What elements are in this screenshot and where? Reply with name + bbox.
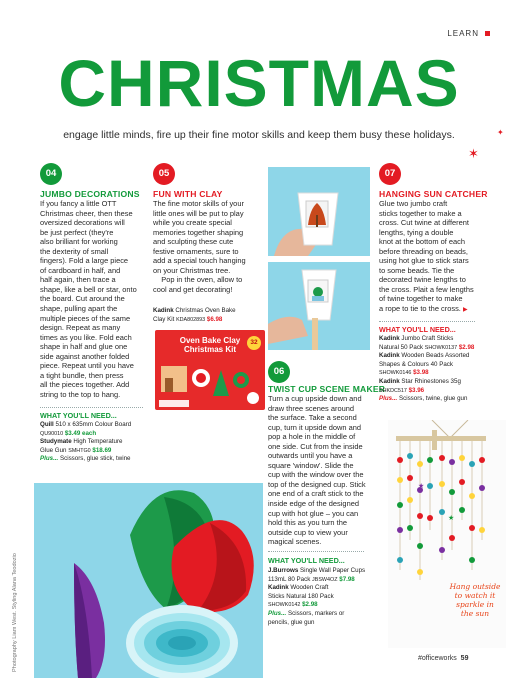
product-name: Single Wall Paper Cups [300,567,366,574]
product-name: 113mL 80 Pack [268,575,311,583]
page-title: CHRISTMAS [58,46,460,120]
product-brand: Studymate [40,438,72,446]
jumbo-body-text [40,199,160,399]
body-line: festive ornaments, sure to [153,246,239,256]
need-list [268,567,388,627]
body-line: Glue two jumbo craft [379,199,448,208]
body-line: the cross. Plait a few lengths [379,284,474,294]
body-line: one end of a craft stick to the [268,489,364,499]
product-brand: Kadink [153,307,174,314]
product-code: SHOWK0137 [424,344,458,351]
body-line: memories together shaping [153,227,244,237]
need-list [40,421,165,464]
section-heading-jumbo: JUMBO DECORATIONS [40,189,140,199]
product-code: JBSW4OZ [312,576,338,583]
product-name: Christmas Oven Bake [175,307,236,314]
cup-photo-bottom [268,262,370,350]
cup-tree-illustration [268,167,370,256]
star-icon: ✶ [468,146,479,161]
clay-ornaments-illustration [155,356,265,410]
product-name: Sticks Natural 180 Pack [268,592,334,600]
body-line: the board. Cut around the [40,294,125,304]
body-line: Pop in the oven, allow to [153,275,243,285]
body-line: design. Repeat as many [40,323,121,333]
note-line: the sun [460,609,490,618]
body-line: draw three scenes around [268,403,354,413]
product-name: Star Rhinestones 35g [401,377,461,385]
product-price: $2.98 [302,601,318,609]
section-heading-twist: TWIST CUP SCENE MAKER [268,384,386,394]
body-line: magical scenes. [268,537,322,547]
hang-outside-note [442,582,508,618]
need-heading: WHAT YOU'LL NEED... [268,556,345,565]
body-line: times as you like. Fold each [40,332,132,342]
product-brand: Kadink [379,335,400,342]
body-line: shape in half and glue one [40,342,128,352]
red-square-icon [485,31,490,36]
body-line: square 'window'. Slide the [268,460,354,470]
plus-text: pencils, glue gun [268,618,315,626]
product-price: $18.69 [92,446,112,454]
body-line: to some beads. Tie the [379,265,455,275]
body-line: top of the designed cup. Stick [268,479,366,489]
body-line: sticks together to make a [379,208,462,218]
twist-body-text [268,394,388,547]
product-name: Shapes & Colours 40 Pack [379,360,453,368]
body-line: lengths, tying a double [379,227,454,237]
body-line: while you create special [153,218,232,228]
divider [379,321,475,322]
body-line: If you fancy a little OTT [40,199,117,208]
product-code: SHOWK0142 [268,602,301,609]
body-line: cup, turn it upside down and [268,422,362,432]
plus-label: Plus... [268,609,287,617]
body-line: shape, like a bell or star, onto [40,284,137,294]
body-line: also brilliant for working [40,237,118,247]
body-line: and sculpting these cute [153,237,234,247]
photo-credit: Photography Liam West. Styling Alana Teodozio [12,553,18,672]
product-name: Natural 50 Pack [379,343,424,351]
product-price: $2.98 [458,343,475,351]
product-brand: J.Burrows [268,567,299,574]
jumbo-decorations-photo [34,483,263,678]
body-line: inside edge of the designed [268,499,359,509]
body-line: half again, then trace a [40,275,116,285]
body-line: a rope to tie to the cross. [379,304,461,314]
product-price: $3.49 each [64,429,97,437]
step-number-04: 04 [40,163,62,185]
body-line: cup with hot glue – you can [268,508,359,518]
body-line: one side. Cut from the inside [268,441,363,451]
need-list [379,335,511,404]
page-subtitle: engage little minds, fire up their fine motor skills and keep them busy these holidays. [63,129,455,141]
need-heading: WHAT YOU'LL NEED... [379,325,456,334]
clay-body-text [153,199,271,294]
product-name: Jumbo Craft Sticks [401,335,454,342]
body-line: cup with the window over the [268,470,364,480]
body-line: The fine motor skills of your [153,199,244,208]
end-triangle-icon: ▶ [462,307,468,314]
body-line: cool and get decorating! [153,284,233,294]
body-line: add a special touch hanging [153,256,246,266]
product-brand: Kadink [379,352,400,360]
body-line: using hot glue to stick stars [379,256,469,266]
need-heading: WHAT YOU'LL NEED... [40,411,117,420]
body-line: hold this as you turn the [268,518,347,528]
body-line: the surface. Take a second [268,413,357,423]
plus-text: Scissors, twine, glue gun [398,395,468,403]
body-line: of cardboard in half, and [40,265,121,275]
body-line: oversized decorations will [40,218,125,228]
svg-text:★: ★ [448,514,455,522]
note-line: Hang outside [449,582,501,591]
sun-catcher-body-text [379,199,491,316]
product-price: $3.98 [413,369,429,377]
body-line: Christmas cheer, then these [40,208,133,218]
body-line: shape, pulling apart the [40,304,118,314]
step-number-07: 07 [379,163,401,185]
product-name: Clay Kit [153,315,175,323]
product-price: $3.96 [408,386,425,394]
paper-decorations-illustration [34,483,263,678]
plus-text: Scissors, markers or [287,609,345,617]
note-line: to watch it [454,591,496,600]
body-line: of twine together to make [379,294,463,304]
note-line: sparkle in [456,600,494,609]
cup-photo-top [268,167,370,256]
product-name: Glue Gun [40,446,67,454]
clay-kit-box [155,330,265,410]
body-line: the dexterity of small [40,246,109,256]
product-name: Wooden Craft [290,584,329,592]
box-title-line: Oven Bake Clay [179,336,241,345]
body-line: Turn a cup upside down and [268,394,362,403]
product-price: $6.98 [206,315,223,323]
page-number: 59 [460,655,469,662]
product-name: 510 x 635mm Colour Board [55,421,132,428]
product-price: $7.98 [339,575,355,583]
body-line: piece. Repeat until you have [40,361,134,371]
body-line: side against another folded [40,351,130,361]
section-heading-sun-catcher: HANGING SUN CATCHER [379,189,488,199]
footer-brand: #officeworks [418,655,457,662]
box-badge: 32 [247,336,261,350]
body-line: a tight bundle, then press [40,370,124,380]
product-name: High Temperature [73,438,123,446]
body-line: all the pieces together. Add [40,380,130,390]
product-code: QU90010 [40,430,64,437]
body-line: knot at the bottom of each [379,237,465,247]
section-heading-clay: FUN WITH CLAY [153,189,223,199]
section-label [447,29,490,38]
product-brand: Kadink [268,584,289,592]
body-line: before threading on beads, [379,246,468,256]
product-brand: Kadink [379,377,400,385]
product-code: SHKDC517 [379,387,407,394]
star-icon: ✦ [497,128,504,137]
svg-text:★: ★ [418,482,425,490]
body-line: multiple pieces of the same [40,313,131,323]
body-line: on your Christmas tree. [153,265,231,275]
plus-label: Plus... [40,455,59,463]
page-footer [418,655,468,662]
clay-kit-box-title [173,336,247,354]
body-line: outside cup to view your [268,527,348,537]
product-brand: Quill [40,421,54,428]
divider [40,407,143,408]
clay-product [153,307,263,324]
body-line: be just perfect (they're [40,227,114,237]
body-line: decorated twine lengths to [379,275,466,285]
body-line: pop a hole in the middle of [268,432,356,442]
step-number-05: 05 [153,163,175,185]
body-line: cross. Cut twine at different [379,218,469,228]
section-label-text: LEARN [447,29,479,38]
body-line: string to the top to hang. [40,389,121,399]
plus-label: Plus... [379,395,398,403]
product-code: SMHTG0 [68,447,91,454]
body-line: outwards until you have a [268,451,353,461]
cup-stick-illustration [268,262,370,350]
product-code: SHOWK0146 [379,370,412,377]
product-name: Wooden Beads Assorted [401,352,470,360]
body-line: little ones will be put to play [153,208,244,218]
plus-text: Scissors, glue stick, twine [59,455,131,463]
body-line: fingers). Fold a large piece [40,256,129,266]
step-number-06: 06 [268,361,290,383]
product-code: KDA802893 [176,316,206,323]
box-title-line: Christmas Kit [183,345,236,354]
divider [268,551,364,552]
